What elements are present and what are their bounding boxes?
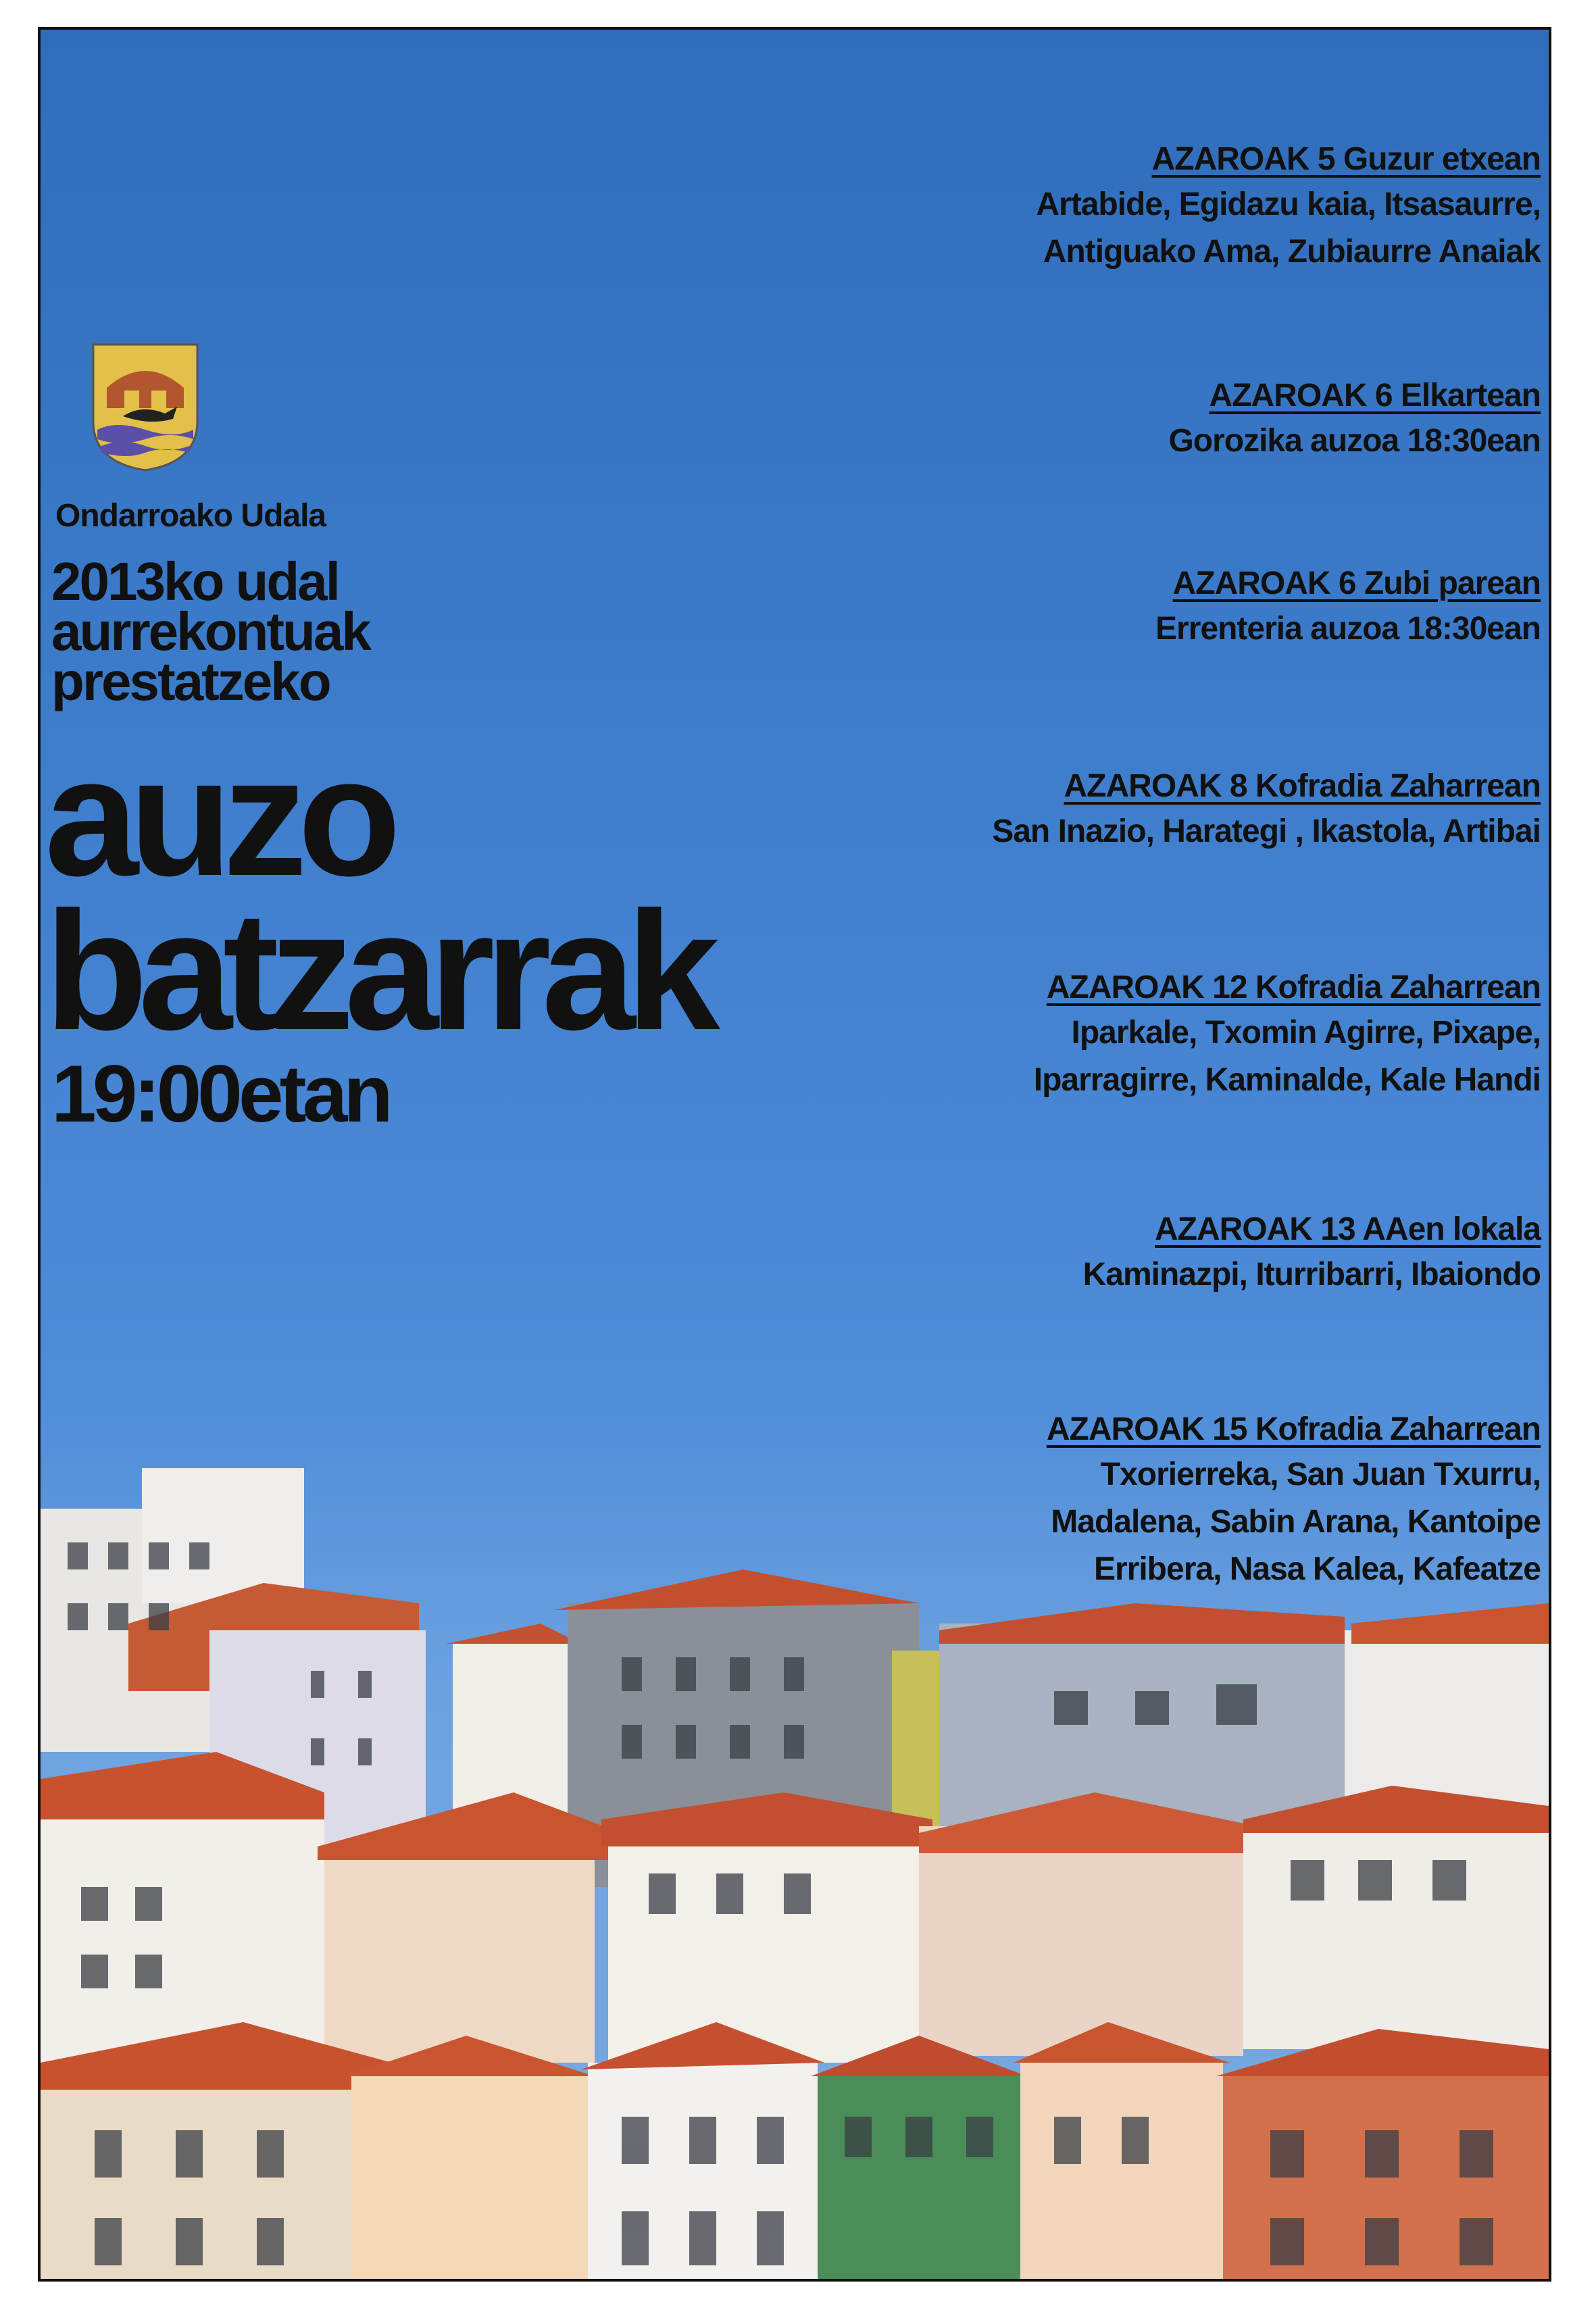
meeting-time: 19:00etan xyxy=(51,1049,389,1139)
town-coat-of-arms-emblem xyxy=(89,341,201,473)
subtitle-line: aurrekontuak xyxy=(51,601,370,661)
event-item xyxy=(797,562,1541,653)
headline-word-auzo: auzo xyxy=(45,722,392,911)
event-item xyxy=(797,374,1541,465)
event-places: Iparkale, Txomin Agirre, Pixape, xyxy=(1071,1015,1541,1051)
poster xyxy=(38,27,1551,2282)
event-places: Erribera, Nasa Kalea, Kafeatze xyxy=(1093,1551,1541,1587)
subtitle-line: 2013ko udal xyxy=(51,551,339,611)
subtitle-line: prestatzeko xyxy=(51,651,330,711)
event-places: Madalena, Sabin Arana, Kantoipe xyxy=(1051,1504,1541,1540)
event-heading: AZAROAK 8 Kofradia Zaharrean xyxy=(1064,768,1541,804)
event-places: Iparragirre, Kaminalde, Kale Handi xyxy=(1033,1062,1541,1098)
event-item xyxy=(797,1208,1541,1299)
event-heading: AZAROAK 13 AAen lokala xyxy=(1154,1211,1541,1247)
subtitle xyxy=(51,551,370,711)
organization-name: Ondarroako Udala xyxy=(55,498,326,534)
event-places: Antiguako Ama, Zubiaurre Anaiak xyxy=(1043,234,1541,270)
event-places: Artabide, Egidazu kaia, Itsasaurre, xyxy=(1036,186,1541,222)
event-heading: AZAROAK 6 Elkartean xyxy=(1209,378,1541,413)
event-item xyxy=(797,138,1541,276)
event-places: Gorozika auzoa 18:30ean xyxy=(1168,423,1541,459)
town-houses-photo xyxy=(41,1468,1549,2279)
event-places: San Inazio, Harategi , Ikastola, Artibai xyxy=(992,813,1541,849)
event-item xyxy=(797,966,1541,1104)
event-places: Errenteria auzoa 18:30ean xyxy=(1155,611,1541,647)
event-places: Kaminazpi, Iturribarri, Ibaiondo xyxy=(1082,1257,1541,1292)
event-item xyxy=(797,765,1541,855)
event-heading: AZAROAK 5 Guzur etxean xyxy=(1151,141,1541,177)
headline-word-batzarrak: batzarrak xyxy=(45,876,711,1065)
event-heading: AZAROAK 6 Zubi parean xyxy=(1172,565,1541,601)
event-heading: AZAROAK 12 Kofradia Zaharrean xyxy=(1046,970,1541,1005)
event-heading: AZAROAK 15 Kofradia Zaharrean xyxy=(1046,1411,1541,1447)
event-places: Txorierreka, San Juan Txurru, xyxy=(1100,1457,1541,1492)
